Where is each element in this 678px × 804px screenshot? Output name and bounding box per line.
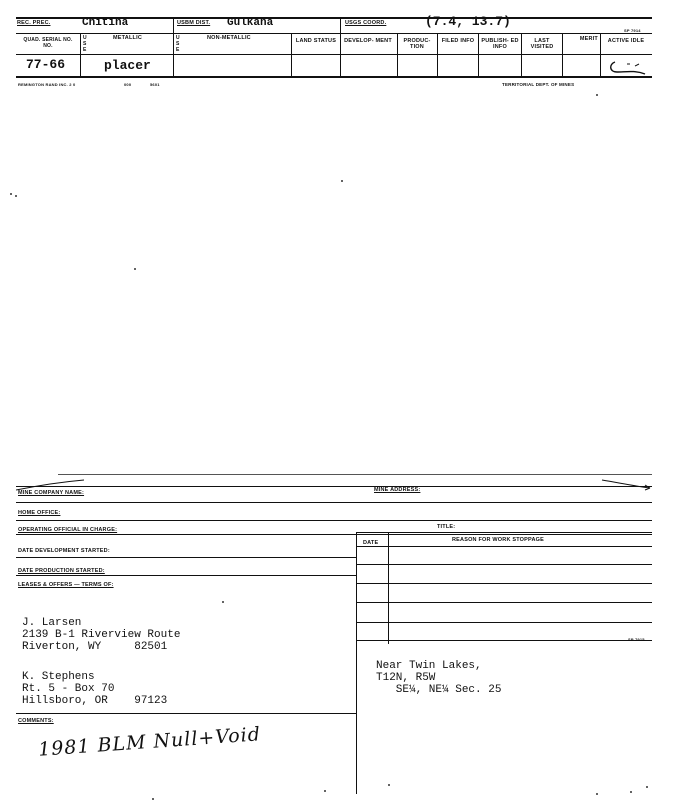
usgs-coord-value: (7.4, 13.7) xyxy=(425,14,511,29)
home-office-label: HOME OFFICE: xyxy=(18,510,61,516)
col-metallic-use: U S E xyxy=(83,35,87,53)
rec-prec-value: Chitina xyxy=(82,17,129,29)
mine-company-name-label: MINE COMPANY NAME: xyxy=(18,490,85,496)
col-quad-serial: QUAD. SERIAL NO. NO. xyxy=(23,37,73,49)
printer-code-2: 5601 xyxy=(150,82,160,87)
usgs-coord-label: USGS COORD. xyxy=(345,20,387,26)
reason-column-label: REASON FOR WORK STOPPAGE xyxy=(452,537,544,543)
printer-line: REMINGTON RAND INC. 2 0 xyxy=(18,82,76,87)
scan-speck xyxy=(10,193,12,195)
comments-label: COMMENTS: xyxy=(18,718,54,724)
col-active-idle: ACTIVE IDLE xyxy=(607,38,645,44)
date-column-label: DATE xyxy=(363,540,379,546)
owner-line: Rt. 5 - Box 70 xyxy=(22,683,115,695)
date-dev-started-label: DATE DEVELOPMENT STARTED: xyxy=(18,548,110,554)
title-label: TITLE: xyxy=(437,524,456,530)
col-filed-info: FILED INFO xyxy=(441,38,475,44)
location-line: T12N, R5W xyxy=(376,672,436,684)
comments-handwriting: 1981 BLM Null+Void xyxy=(37,723,262,761)
mine-address-label: MINE ADDRESS: xyxy=(374,487,421,493)
col-published-info: PUBLISH- ED INFO xyxy=(481,38,519,50)
owner-block xyxy=(22,617,180,653)
scan-speck xyxy=(134,268,136,270)
col-last-visited: LAST VISITED xyxy=(530,38,554,50)
col-nonmetallic: NON-METALLIC xyxy=(207,35,251,41)
scan-speck xyxy=(152,798,154,800)
scan-speck xyxy=(630,791,632,793)
col-land-status: LAND STATUS xyxy=(295,38,337,44)
operating-official-label: OPERATING OFFICIAL IN CHARGE: xyxy=(18,527,118,533)
col-nonmetallic-use: U S E xyxy=(176,35,180,53)
owner-line: Riverton, WY 82501 xyxy=(22,641,168,653)
leases-label: LEASES & OFFERS — TERMS OF: xyxy=(18,582,114,588)
scan-speck xyxy=(596,793,598,795)
scan-speck xyxy=(388,784,390,786)
owner-line: 2139 B-1 Riverview Route xyxy=(22,629,181,641)
location-block xyxy=(376,660,501,696)
scan-speck xyxy=(341,180,343,182)
scan-speck xyxy=(646,786,648,788)
col-development: DEVELOP- MENT xyxy=(344,38,392,44)
active-idle-mark xyxy=(605,58,651,78)
usbm-dist-value: Gulkana xyxy=(227,17,274,29)
owner-line: J. Larsen xyxy=(22,617,82,629)
scan-speck xyxy=(15,195,17,197)
date-prod-started-label: DATE PRODUCTION STARTED: xyxy=(18,568,105,574)
location-line: SE¼, NE¼ Sec. 25 xyxy=(376,684,502,696)
col-production: PRODUC- TION xyxy=(403,38,431,50)
printer-code-1: 000 xyxy=(124,82,132,87)
owner-block xyxy=(22,671,167,707)
rec-prec-label: REC. PREC. xyxy=(17,20,51,26)
form-number-top: SP 7914 xyxy=(624,28,641,33)
scan-speck xyxy=(222,601,224,603)
usbm-dist-label: USBM DIST. xyxy=(177,20,211,26)
scan-speck xyxy=(596,94,598,96)
location-line: Near Twin Lakes, xyxy=(376,660,482,672)
owner-line: K. Stephens xyxy=(22,671,95,683)
col-merit: MERIT xyxy=(579,36,598,42)
quad-serial-value: 77-66 xyxy=(26,57,66,72)
metallic-value: placer xyxy=(104,58,151,73)
form-number-bottom: SP 7915 xyxy=(628,637,645,642)
scan-speck xyxy=(324,790,326,792)
owner-line: Hillsboro, OR 97123 xyxy=(22,695,168,707)
col-metallic: METALLIC xyxy=(113,35,142,41)
arrow-stroke xyxy=(600,478,654,492)
department-label: TERRITORIAL DEPT. OF MINES xyxy=(502,82,575,87)
